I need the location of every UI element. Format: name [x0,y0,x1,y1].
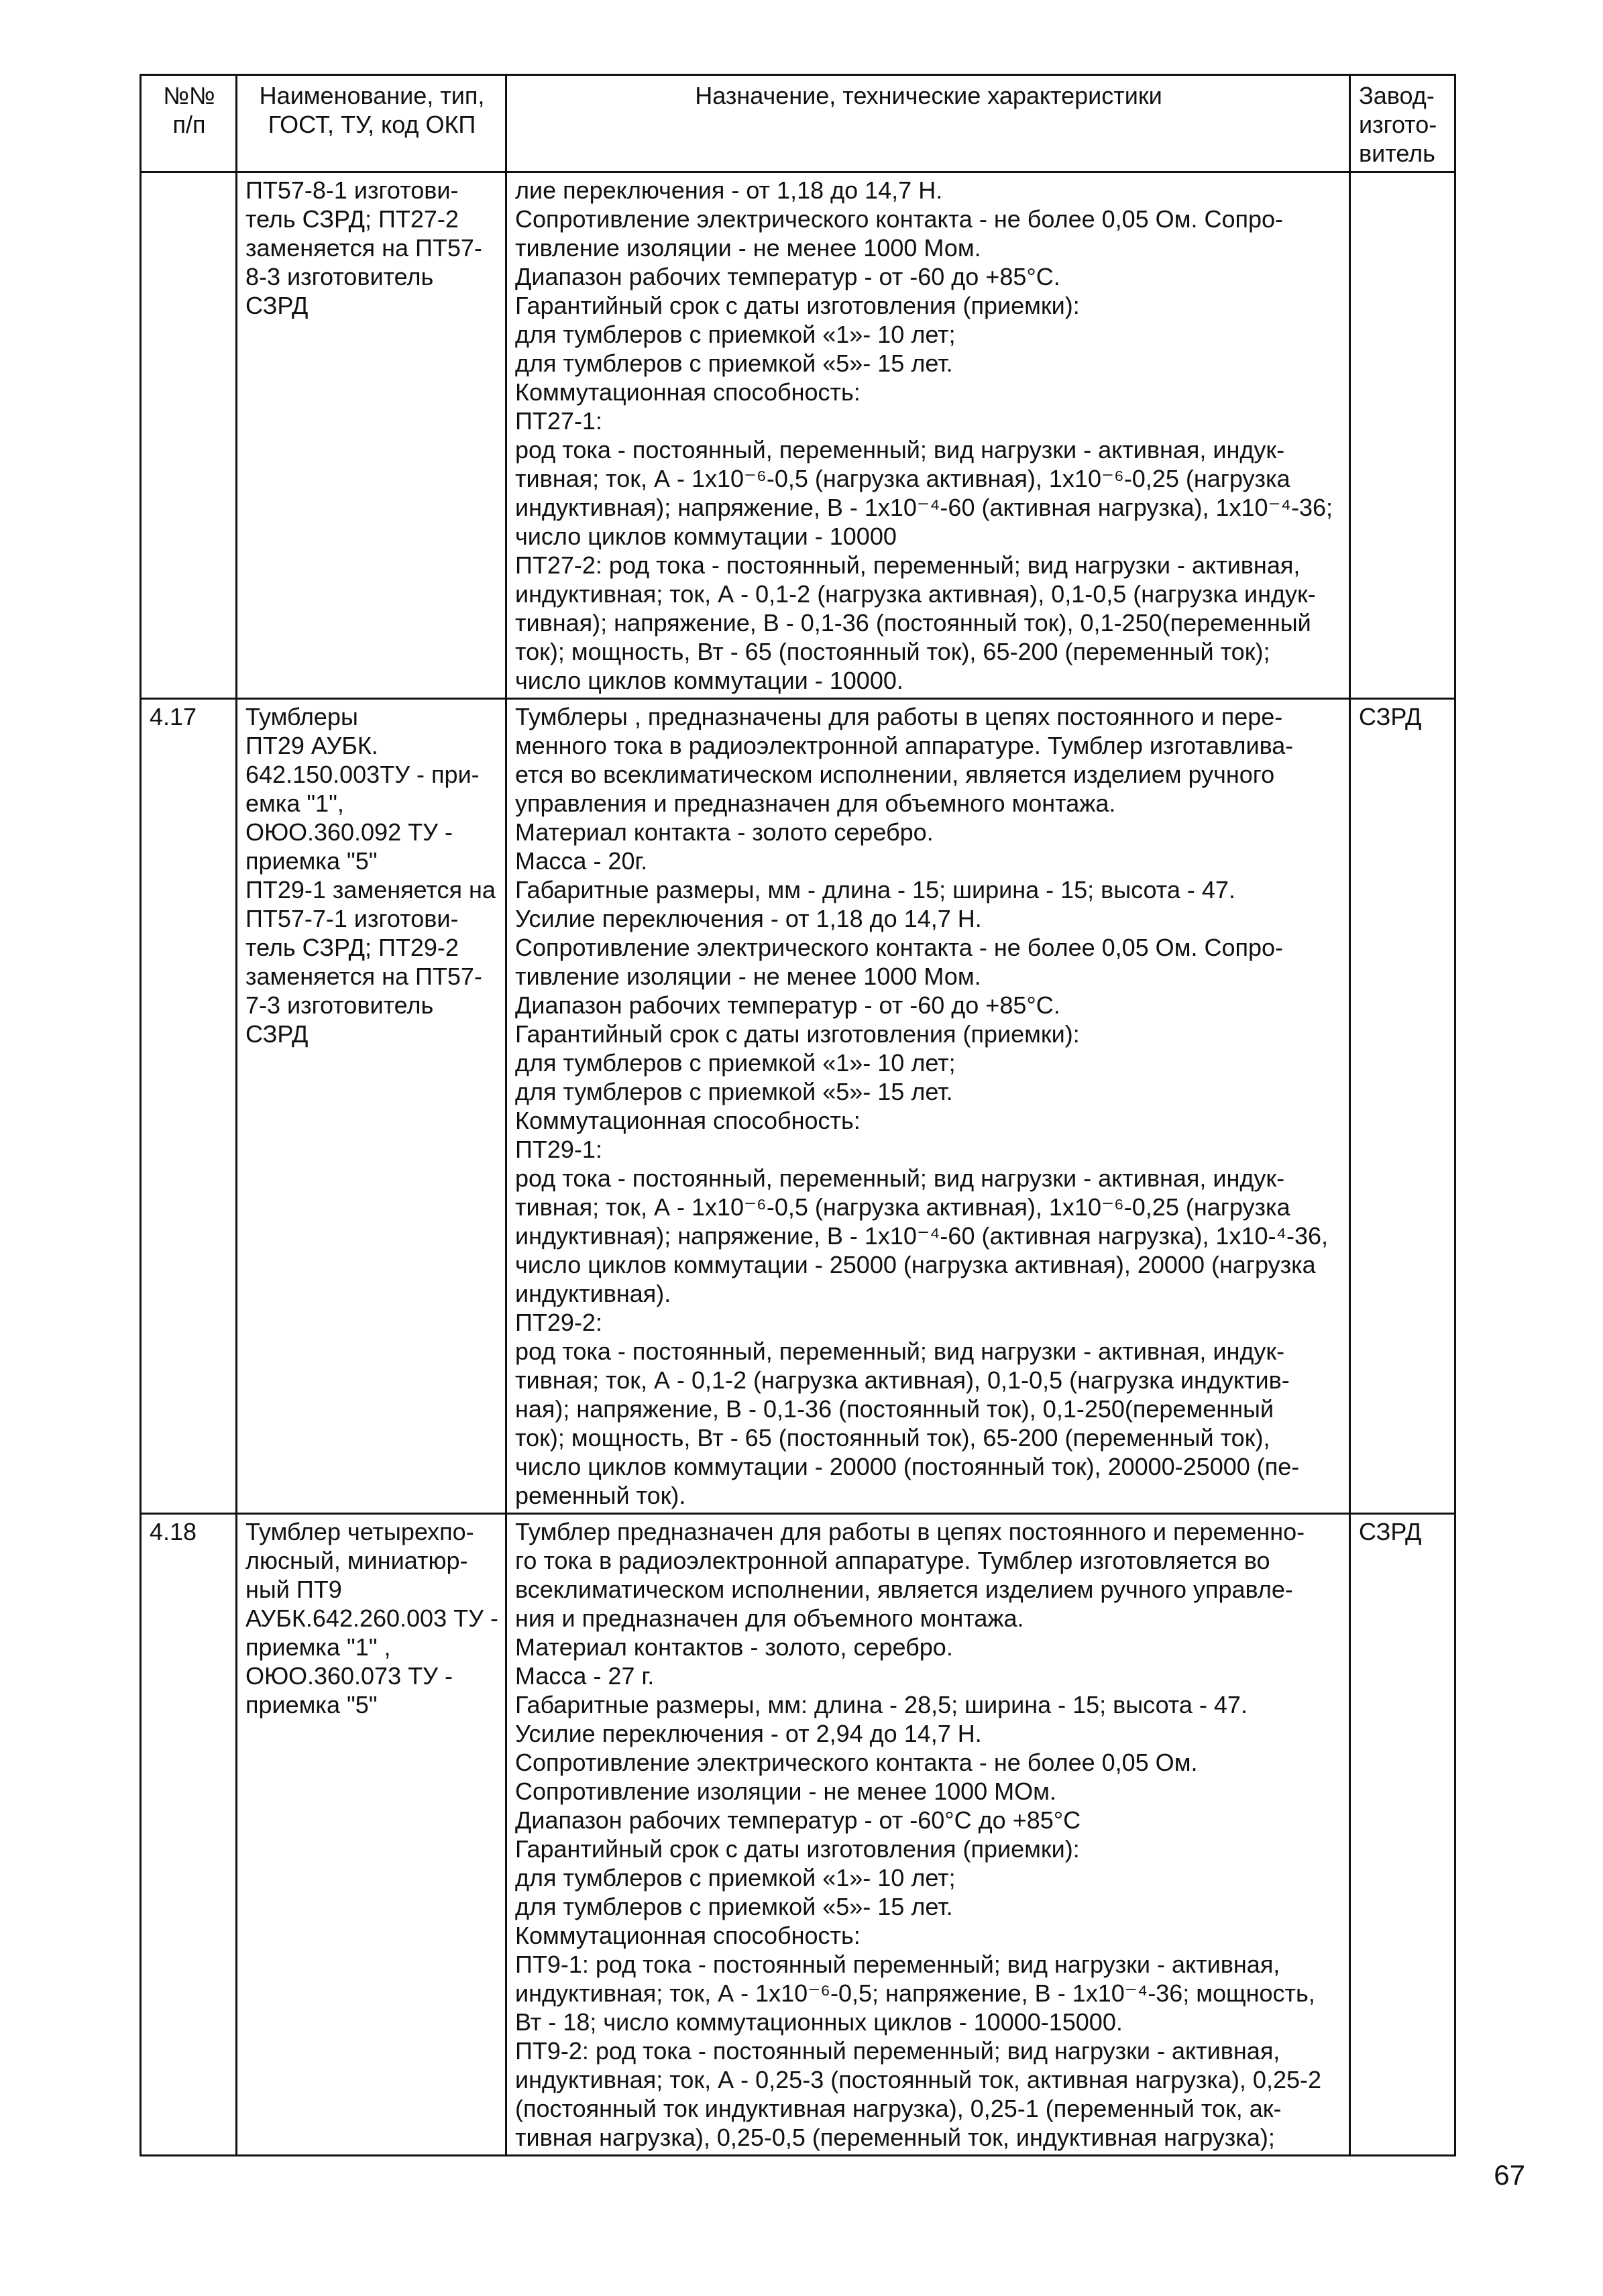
header-manufacturer [1350,75,1455,172]
row-description-line: ПТ9-1: род тока - постоянный переменный; вид нагрузки - активная, [515,1951,1280,1978]
row-name-line: Тумблеры [245,703,358,730]
table-body [141,172,1455,2156]
page-number: 67 [1494,2159,1525,2191]
row-name-line: ПТ29 АУБК. [245,732,378,759]
row-name-line: Тумблер четырехпо- [245,1518,474,1545]
row-description-line: Сопротивление электрического контакта - не более 0,05 Ом. Сопро- [515,934,1283,961]
row-description-line: ПТ29-1: [515,1136,602,1163]
row-name-line: СЗРД [245,1020,309,1048]
row-description-line: число циклов коммутации - 10000. [515,667,903,694]
row-description-line: Тумблер предназначен для работы в цепях постоянного и переменно- [515,1518,1305,1545]
row-name-line: тель СЗРД; ПТ29-2 [245,934,459,961]
row-name-line: емка "1", [245,789,344,817]
row-description-line: тивная нагрузка), 0,25-0,5 (переменный ток, индуктивная нагрузка); [515,2124,1275,2151]
row-description-line: тивная; ток, А - 1x10⁻⁶-0,5 (нагрузка активная), 1x10⁻⁶-0,25 (нагрузка [515,465,1290,492]
table-row [141,699,1455,1514]
row-description-line: ток); мощность, Вт - 65 (постоянный ток), 65-200 (переменный ток), [515,1424,1270,1452]
header-text: изгото- [1359,111,1437,138]
row-description-line: Диапазон рабочих температур - от -60 до +85°С. [515,991,1060,1019]
row-description-line: индуктивная; ток, А - 0,1-2 (нагрузка активная), 0,1-0,5 (нагрузка индук- [515,580,1316,608]
row-description-line: для тумблеров с приемкой «5»- 15 лет. [515,349,953,377]
row-name-line: ПТ57-7-1 изготови- [245,905,459,932]
row-description-line: Габаритные размеры, мм - длина - 15; ширина - 15; высота - 47. [515,876,1235,904]
row-description-line: для тумблеров с приемкой «1»- 10 лет; [515,1049,956,1077]
row-number: 4.18 [141,1514,237,2156]
row-description-line: Диапазон рабочих температур - от -60°С до +85°С [515,1806,1081,1834]
row-description-line: ток); мощность, Вт - 65 (постоянный ток), 65-200 (переменный ток); [515,638,1270,665]
row-description-line: индуктивная); напряжение, В - 1x10⁻⁴-60 (активная нагрузка), 1x10⁻⁴-36; [515,494,1333,521]
row-manufacturer: СЗРД [1350,699,1455,1514]
row-name-line: ОЮО.360.073 ТУ - [245,1662,453,1690]
row-description-line: Материал контакта - золото серебро. [515,818,934,846]
row-description-line: Гарантийный срок с даты изготовления (приемки): [515,1020,1080,1048]
row-description-line: Усилие переключения - от 2,94 до 14,7 Н. [515,1720,982,1747]
row-description-line: Вт - 18; число коммутационных циклов - 10000-15000. [515,2008,1123,2036]
row-description-line: ПТ27-2: род тока - постоянный, переменный; вид нагрузки - активная, [515,551,1301,579]
row-name-line: 8-3 изготовитель [245,263,434,290]
row-description-line: число циклов коммутации - 20000 (постоянный ток), 20000-25000 (пе- [515,1453,1300,1480]
row-name-line: люсный, миниатюр- [245,1547,468,1574]
row-description-line: род тока - постоянный, переменный; вид нагрузки - активная, индук- [515,1164,1285,1192]
row-description [506,699,1350,1514]
row-description-line: менного тока в радиоэлектронной аппаратуре. Тумблер изготавлива- [515,732,1294,759]
row-description-line: Масса - 20г. [515,847,648,875]
header-text: Назначение, технические характеристики [695,82,1162,109]
row-description-line: управления и предназначен для объемного монтажа. [515,789,1116,817]
row-description-line: Материал контактов - золото, серебро. [515,1633,953,1661]
row-description-line: тивная; ток, А - 1x10⁻⁶-0,5 (нагрузка активная), 1x10⁻⁶-0,25 (нагрузка [515,1193,1290,1221]
row-description-line: Масса - 27 г. [515,1662,655,1690]
row-name-line: СЗРД [245,292,309,319]
row-name-line: ПТ57-8-1 изготови- [245,176,459,204]
row-name-line: АУБК.642.260.003 ТУ - [245,1604,498,1632]
row-description-line: Усилие переключения - от 1,18 до 14,7 Н. [515,905,982,932]
row-description-line: Диапазон рабочих температур - от -60 до +85°С. [515,263,1060,290]
row-description-line: Габаритные размеры, мм: длина - 28,5; ширина - 15; высота - 47. [515,1691,1248,1718]
row-description-line: индуктивная; ток, А - 1x10⁻⁶-0,5; напряжение, В - 1x10⁻⁴-36; мощность, [515,1979,1315,2007]
row-description-line: тивление изоляции - не менее 1000 Мом. [515,234,981,262]
header-text: №№ [163,82,215,109]
row-description-line: тивная); напряжение, В - 0,1-36 (постоянный ток), 0,1-250(переменный [515,609,1311,637]
row-description-line: ременный ток). [515,1482,686,1509]
header-text: п/п [172,111,206,138]
row-description-line: число циклов коммутации - 10000 [515,523,897,550]
row-description-line: индуктивная; ток, А - 0,25-3 (постоянный ток, активная нагрузка), 0,25-2 [515,2066,1322,2093]
table-row [141,172,1455,699]
row-name [237,172,506,699]
row-name-line: приемка "5" [245,1691,378,1718]
row-name-line: ПТ29-1 заменяется на [245,876,496,904]
header-text: ГОСТ, ТУ, код ОКП [268,111,476,138]
row-name-line: ОЮО.360.092 ТУ - [245,818,453,846]
row-description-line: для тумблеров с приемкой «1»- 10 лет; [515,1864,956,1892]
row-description-line: род тока - постоянный, переменный; вид нагрузки - активная, индук- [515,1337,1285,1365]
row-description-line: Гарантийный срок с даты изготовления (приемки): [515,1835,1080,1863]
row-description-line: ная); напряжение, В - 0,1-36 (постоянный ток), 0,1-250(переменный [515,1395,1274,1423]
row-name-line: заменяется на ПТ57- [245,963,482,990]
row-description-line: ния и предназначен для объемного монтажа. [515,1604,1024,1632]
header-name [237,75,506,172]
row-name-line: тель СЗРД; ПТ27-2 [245,205,459,233]
row-description-line: число циклов коммутации - 25000 (нагрузка активная), 20000 (нагрузка [515,1251,1316,1278]
row-description-line: тивление изоляции - не менее 1000 Мом. [515,963,981,990]
row-description-line: Гарантийный срок с даты изготовления (приемки): [515,292,1080,319]
row-description-line: ется во всеклиматическом исполнении, является изделием ручного [515,761,1275,788]
header-text: Завод- [1359,82,1435,109]
row-description-line: Тумблеры , предназначены для работы в цепях постоянного и пере- [515,703,1283,730]
row-description-line: всеклиматическом исполнении, является изделием ручного управле- [515,1576,1293,1603]
row-description-line: Коммутационная способность: [515,378,861,406]
header-text: Наименование, тип, [259,82,485,109]
row-name-line: приемка "5" [245,847,378,875]
row-description-line: род тока - постоянный, переменный; вид нагрузки - активная, индук- [515,436,1285,463]
table-row [141,1514,1455,2156]
row-name [237,1514,506,2156]
row-description-line: индуктивная). [515,1280,671,1307]
row-name-line: 642.150.003ТУ - при- [245,761,480,788]
row-description-line: (постоянный ток индуктивная нагрузка), 0,25-1 (переменный ток, ак- [515,2095,1282,2122]
row-description-line: ПТ27-1: [515,407,602,435]
row-description-line: Коммутационная способность: [515,1922,861,1949]
row-description-line: го тока в радиоэлектронной аппаратуре. Тумблер изготовляется во [515,1547,1270,1574]
row-name-line: заменяется на ПТ57- [245,234,482,262]
row-description-line: ПТ29-2: [515,1309,602,1336]
row-name-line: приемка "1" , [245,1633,391,1661]
row-description [506,1514,1350,2156]
header-number [141,75,237,172]
row-description-line: для тумблеров с приемкой «5»- 15 лет. [515,1078,953,1105]
row-name [237,699,506,1514]
table-header-row [141,75,1455,172]
header-text: витель [1359,140,1435,167]
header-description [506,75,1350,172]
row-description-line: Сопротивление электрического контакта - не более 0,05 Ом. [515,1749,1198,1776]
row-description-line: Сопротивление изоляции - не менее 1000 МОм. [515,1778,1056,1805]
row-name-line: 7-3 изготовитель [245,991,434,1019]
row-description-line: Сопротивление электрического контакта - не более 0,05 Ом. Сопро- [515,205,1283,233]
row-description-line: тивная; ток, А - 0,1-2 (нагрузка активная), 0,1-0,5 (нагрузка индуктив- [515,1366,1290,1394]
row-manufacturer: СЗРД [1350,1514,1455,2156]
spec-table [140,74,1456,2156]
row-description-line: для тумблеров с приемкой «5»- 15 лет. [515,1893,953,1920]
row-description-line: ПТ9-2: род тока - постоянный переменный; вид нагрузки - активная, [515,2037,1280,2065]
row-description-line: Коммутационная способность: [515,1107,861,1134]
row-name-line: ный ПТ9 [245,1576,342,1603]
row-description [506,172,1350,699]
row-number [141,172,237,699]
row-description-line: для тумблеров с приемкой «1»- 10 лет; [515,321,956,348]
row-number: 4.17 [141,699,237,1514]
row-description-line: лие переключения - от 1,18 до 14,7 Н. [515,176,943,204]
row-manufacturer [1350,172,1455,699]
row-description-line: индуктивная); напряжение, В - 1x10⁻⁴-60 (активная нагрузка), 1x10-⁴-36, [515,1222,1329,1250]
